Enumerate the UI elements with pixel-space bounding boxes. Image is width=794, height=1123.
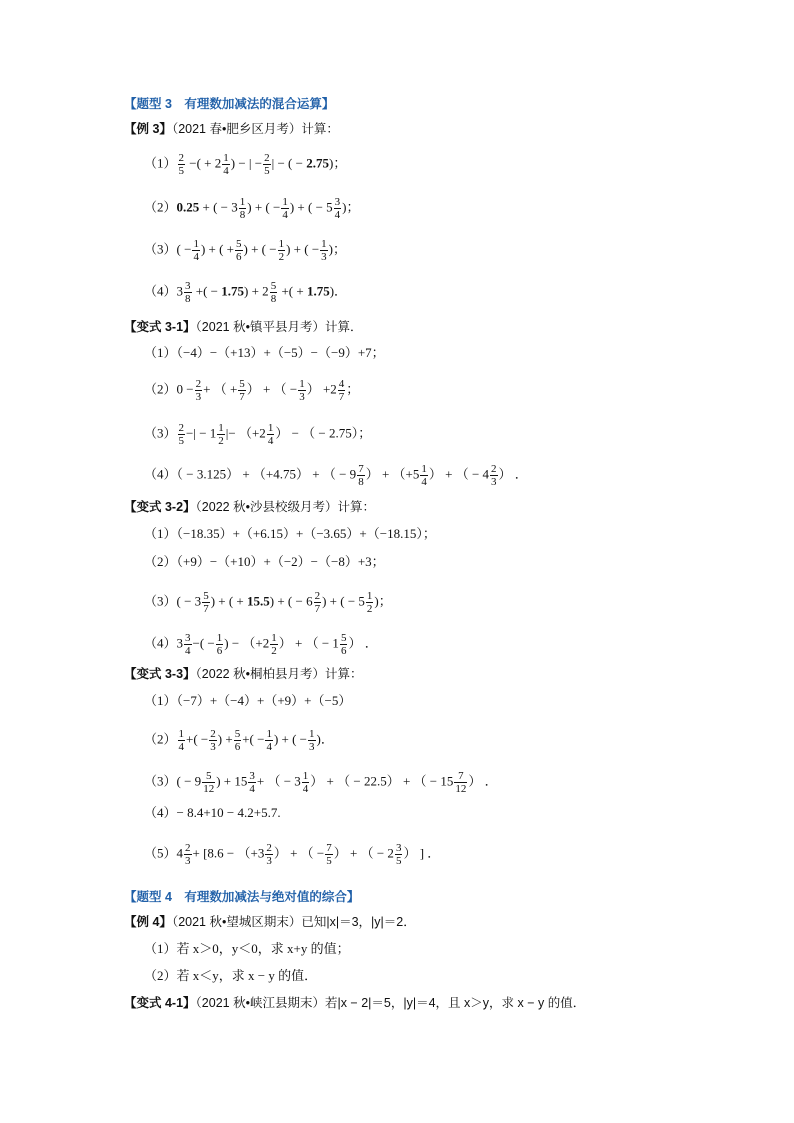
- variant-3-2-item-1: （1）（−18.35）+（+6.15）+（−3.65）+（−18.15）；: [144, 526, 436, 541]
- variant-4-1-tag: 【变式 4-1】: [124, 996, 196, 1010]
- variant-3-1-item-1: （1）（−4）−（+13）+（−5）−（−9）+7；: [144, 345, 385, 360]
- example-4-item-1: （1）若 x＞0，y＜0，求 x+y 的值；: [144, 941, 350, 956]
- example-3-item-3: （3）( − $\frac{1}{4}$ ) + ( + $\frac{5}{6}$ ) + ( − $\frac{1}{2}$ ) + ( − $\frac{1}{3}$ )；: [144, 238, 347, 263]
- example-3-item-2: （2）0.25 + ( − 3 $\frac{1}{8}$ ) + ( − $\frac{1}{4}$ ) + ( − 5 $\frac{3}{4}$ )；: [144, 196, 360, 221]
- variant-3-1-item-2: （2）0 − $\frac{2}{3}$ + （ + $\frac{5}{7}$ ） + （ − $\frac{1}{3}$ ） +2 $\frac{4}{7}$ ；: [144, 378, 360, 403]
- variant-3-3-item-3: （3）( − 9 $\frac{5}{12}$ ) + 15 $\frac{3}{4}$ + （ − 3 $\frac{1}{4}$ ） + （ − 22.5） + （ − 15 $\frac{7}{12}$ ） ．: [144, 770, 498, 795]
- variant-3-1-item-3: （3） $\frac{2}{5}$ −| − 1 $\frac{1}{2}$ |− （+2 $\frac{1}{4}$ ） − （ − 2.75）；: [144, 422, 372, 447]
- example-3-source: （2021 春•肥乡区月考）计算：: [171, 122, 339, 136]
- example-4-source: （2021 秋•望城区期末）已知|x|＝3，|y|＝2．: [171, 915, 416, 929]
- example-3-item-4: （4）3 $\frac{3}{8}$ +( − 1.75) + 2 $\frac{5}{8}$ +( + 1.75)．: [144, 280, 348, 305]
- variant-4-1-heading: [124, 996, 585, 1010]
- variant-3-2-item-2: （2）（+9）−（+10）+（−2）−（−8）+3；: [144, 554, 385, 569]
- variant-3-1-source: （2021 秋•镇平县月考）计算．: [195, 320, 363, 334]
- example-4-tag: 【例 4】: [124, 915, 172, 929]
- variant-3-2-heading: [124, 500, 375, 514]
- variant-3-2-item-4: （4）3 $\frac{3}{4}$ −( − $\frac{1}{6}$ ) − （+2 $\frac{1}{2}$ ） + （ − 1 $\frac{5}{6}$ ） ．: [144, 632, 378, 657]
- variant-3-2-source: （2022 秋•沙县校级月考）计算：: [195, 500, 375, 514]
- example-4-heading: [124, 915, 416, 929]
- topic-3-title: 【题型 3 有理数加减法的混合运算】: [124, 97, 335, 111]
- example-3-tag: 【例 3】: [124, 122, 172, 136]
- variant-3-3-item-4: （4）− 8.4+10 − 4.2+5.7.: [144, 805, 281, 820]
- variant-3-1-item-4: （4）（ − 3.125） + （+4.75） + （ − 9 $\frac{7}{8}$ ） + （+5 $\frac{1}{4}$ ） + （ − 4 $\frac{2}{3}$ ） ．: [144, 463, 528, 488]
- example-3-heading: [124, 122, 339, 136]
- example-4-item-2: （2）若 x＜y，求 x − y 的值．: [144, 968, 318, 983]
- variant-3-3-item-5: （5）4 $\frac{2}{3}$ + [8.6 − （+3 $\frac{2}{3}$ ） + （ − $\frac{7}{5}$ ） + （ − 2 $\frac{3}{5}$ ） ] ．: [144, 842, 441, 867]
- variant-4-1-source: （2021 秋•峡江县期末）若|x − 2|＝5，|y|＝4，且 x＞y，求 x − y 的值．: [195, 996, 586, 1010]
- variant-3-3-tag: 【变式 3-3】: [124, 667, 196, 681]
- variant-3-3-item-1: （1）（−7）+（−4）+（+9）+（−5）: [144, 693, 352, 708]
- variant-3-3-heading: [124, 667, 362, 681]
- variant-3-1-tag: 【变式 3-1】: [124, 320, 196, 334]
- example-3-item-1: （1） $\frac{2}{5}$ −( + 2 $\frac{1}{4}$ ) − | − $\frac{2}{5}$ | − ( − 2.75)；: [144, 152, 347, 177]
- variant-3-3-item-2: （2） $\frac{1}{4}$ +( − $\frac{2}{3}$ ) + $\frac{5}{6}$ +( − $\frac{1}{4}$ ) + ( − $\frac{1}{3}$ )．: [144, 728, 334, 753]
- variant-3-3-source: （2022 秋•桐柏县月考）计算：: [195, 667, 363, 681]
- topic-4-title: 【题型 4 有理数加减法与绝对值的综合】: [124, 890, 360, 904]
- variant-3-2-item-3: （3）( − 3 $\frac{5}{7}$ ) + ( + 15.5) + ( − 6 $\frac{2}{7}$ ) + ( − 5 $\frac{1}{2}$ )；: [144, 590, 392, 615]
- variant-3-2-tag: 【变式 3-2】: [124, 500, 196, 514]
- variant-3-1-heading: [124, 320, 362, 334]
